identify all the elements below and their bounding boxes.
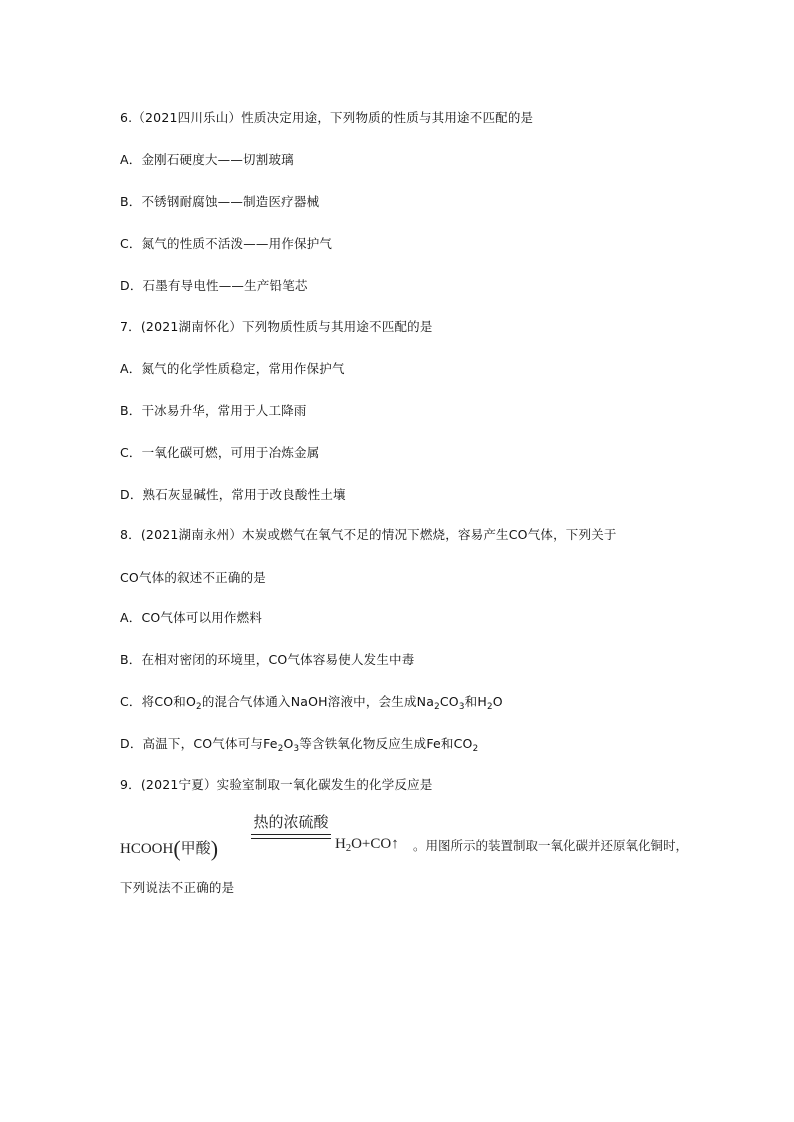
question-6-option-b: B．不锈钢耐腐蚀——制造医疗器械 <box>120 194 320 209</box>
equals-bar-top <box>251 834 331 835</box>
question-7-option-a: A．氮气的化学性质稳定，常用作保护气 <box>120 361 345 376</box>
equation-trailing-text: 。用图所示的装置制取一氧化碳并还原氧化铜时， <box>413 838 689 853</box>
question-8-option-a: A．CO气体可以用作燃料 <box>120 610 263 625</box>
subscript: 2 <box>486 702 493 712</box>
reactant-name: 甲酸 <box>180 841 211 857</box>
question-7-option-d: D．熟石灰显碱性，常用于改良酸性土壤 <box>120 487 346 502</box>
subscript: 3 <box>293 744 300 754</box>
subscript: 2 <box>345 843 352 854</box>
question-9-stem: 9．(2021宁夏）实验室制取一氧化碳发生的化学反应是 <box>120 777 433 792</box>
subscript: 2 <box>277 744 284 754</box>
reactant-formula: HCOOH <box>120 841 174 857</box>
text-run: 和H <box>464 694 487 709</box>
equals-bar-bottom <box>251 838 331 839</box>
subscript: 2 <box>196 702 202 712</box>
question-6-option-a: A．金刚石硬度大——切割玻璃 <box>120 152 294 167</box>
text-run: D．高温下，CO气体可与Fe <box>120 736 278 751</box>
open-paren: ( <box>173 836 181 861</box>
question-8-option-c <box>120 694 503 710</box>
question-8-option-d <box>120 736 478 752</box>
text-run: O <box>492 694 503 709</box>
product-text: H <box>335 836 346 852</box>
text-run: C．将CO和O <box>120 694 197 709</box>
question-7-option-c: C．一氧化碳可燃，可用于冶炼金属 <box>120 445 320 460</box>
subscript: 2 <box>434 702 440 712</box>
text-run: 等含铁氧化物反应生成Fe和CO <box>299 736 473 751</box>
question-7-option-b: B．干冰易升华，常用于人工降雨 <box>120 403 307 418</box>
text-run: 的混合气体通入NaOH溶液中，会生成Na <box>201 694 435 709</box>
equation-products <box>335 836 399 853</box>
text-run: CO <box>439 694 459 709</box>
product-text: O+CO↑ <box>351 836 399 852</box>
question-6-stem: 6.（2021四川乐山）性质决定用途，下列物质的性质与其用途不匹配的是 <box>120 110 534 125</box>
question-8-stem-line-1: 8．(2021湖南永州）木炭或燃气在氧气不足的情况下燃烧，容易产生CO气体，下列关于 <box>120 527 617 542</box>
text-run: O <box>283 736 294 751</box>
question-6-option-d: D．石墨有导电性——生产铅笔芯 <box>120 278 308 293</box>
question-8-option-b: B．在相对密闭的环境里，CO气体容易使人发生中毒 <box>120 652 415 667</box>
question-8-stem-line-2: CO气体的叙述不正确的是 <box>120 570 266 585</box>
reaction-condition: 热的浓硫酸 <box>253 815 329 831</box>
question-7-stem: 7．(2021湖南怀化）下列物质性质与其用途不匹配的是 <box>120 319 433 334</box>
question-9-stem-end: 下列说法不正确的是 <box>120 880 235 895</box>
equation-reactant <box>120 836 218 862</box>
subscript: 3 <box>458 702 465 712</box>
close-paren: ) <box>210 836 219 861</box>
question-6-option-c: C．氮气的性质不活泼——用作保护气 <box>120 236 333 251</box>
reaction-equation <box>120 808 720 868</box>
subscript: 2 <box>472 744 479 754</box>
